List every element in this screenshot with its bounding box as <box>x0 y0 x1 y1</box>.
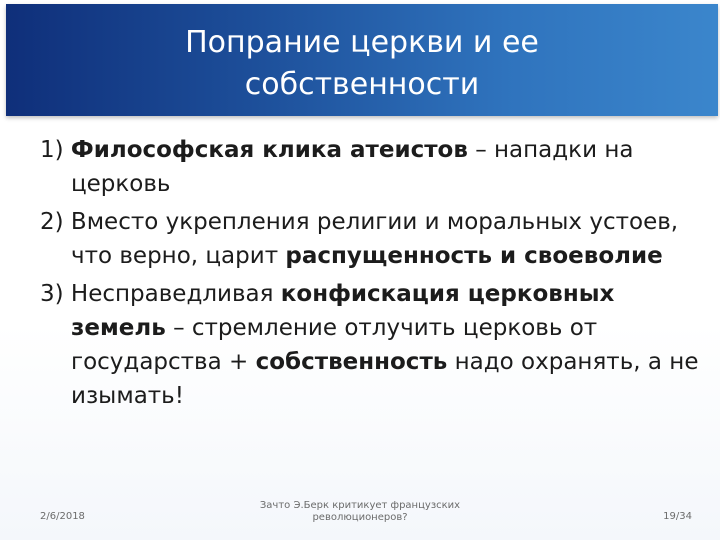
footer-caption: Зачто Э.Берк критикует французских революционеров? <box>259 500 461 523</box>
title-bar <box>6 4 718 116</box>
footer-page-number: 19/34 <box>663 511 692 522</box>
slide-title-line-1: Попрание церкви и ее <box>185 25 539 60</box>
slide-title <box>6 22 718 106</box>
item-text: Вместо укрепления религии и моральных устоев, что верно, царит <box>70 209 679 269</box>
item-text: Несправедливая <box>70 281 281 307</box>
item-text-bold: Философская клика атеистов <box>70 137 468 163</box>
item-text: – стремление отлучить церковь от государства + <box>71 315 598 375</box>
footer-date: 2/6/2018 <box>40 511 85 522</box>
list-item <box>40 277 700 413</box>
item-number: 1) <box>40 137 64 163</box>
list-item <box>40 205 700 273</box>
item-text-bold: конфискация церковных земель <box>71 281 615 341</box>
slide-body <box>40 133 700 417</box>
item-text-bold: распущенность и своеволие <box>285 243 663 269</box>
item-number: 2) <box>40 209 64 235</box>
item-text-bold: собственность <box>255 349 448 375</box>
slide-title-line-2: собственности <box>244 67 480 102</box>
item-text: – нападки на церковь <box>71 137 634 197</box>
item-number: 3) <box>40 281 64 307</box>
item-text: надо охранять, а не изымать! <box>71 349 699 409</box>
list-item <box>40 133 700 201</box>
